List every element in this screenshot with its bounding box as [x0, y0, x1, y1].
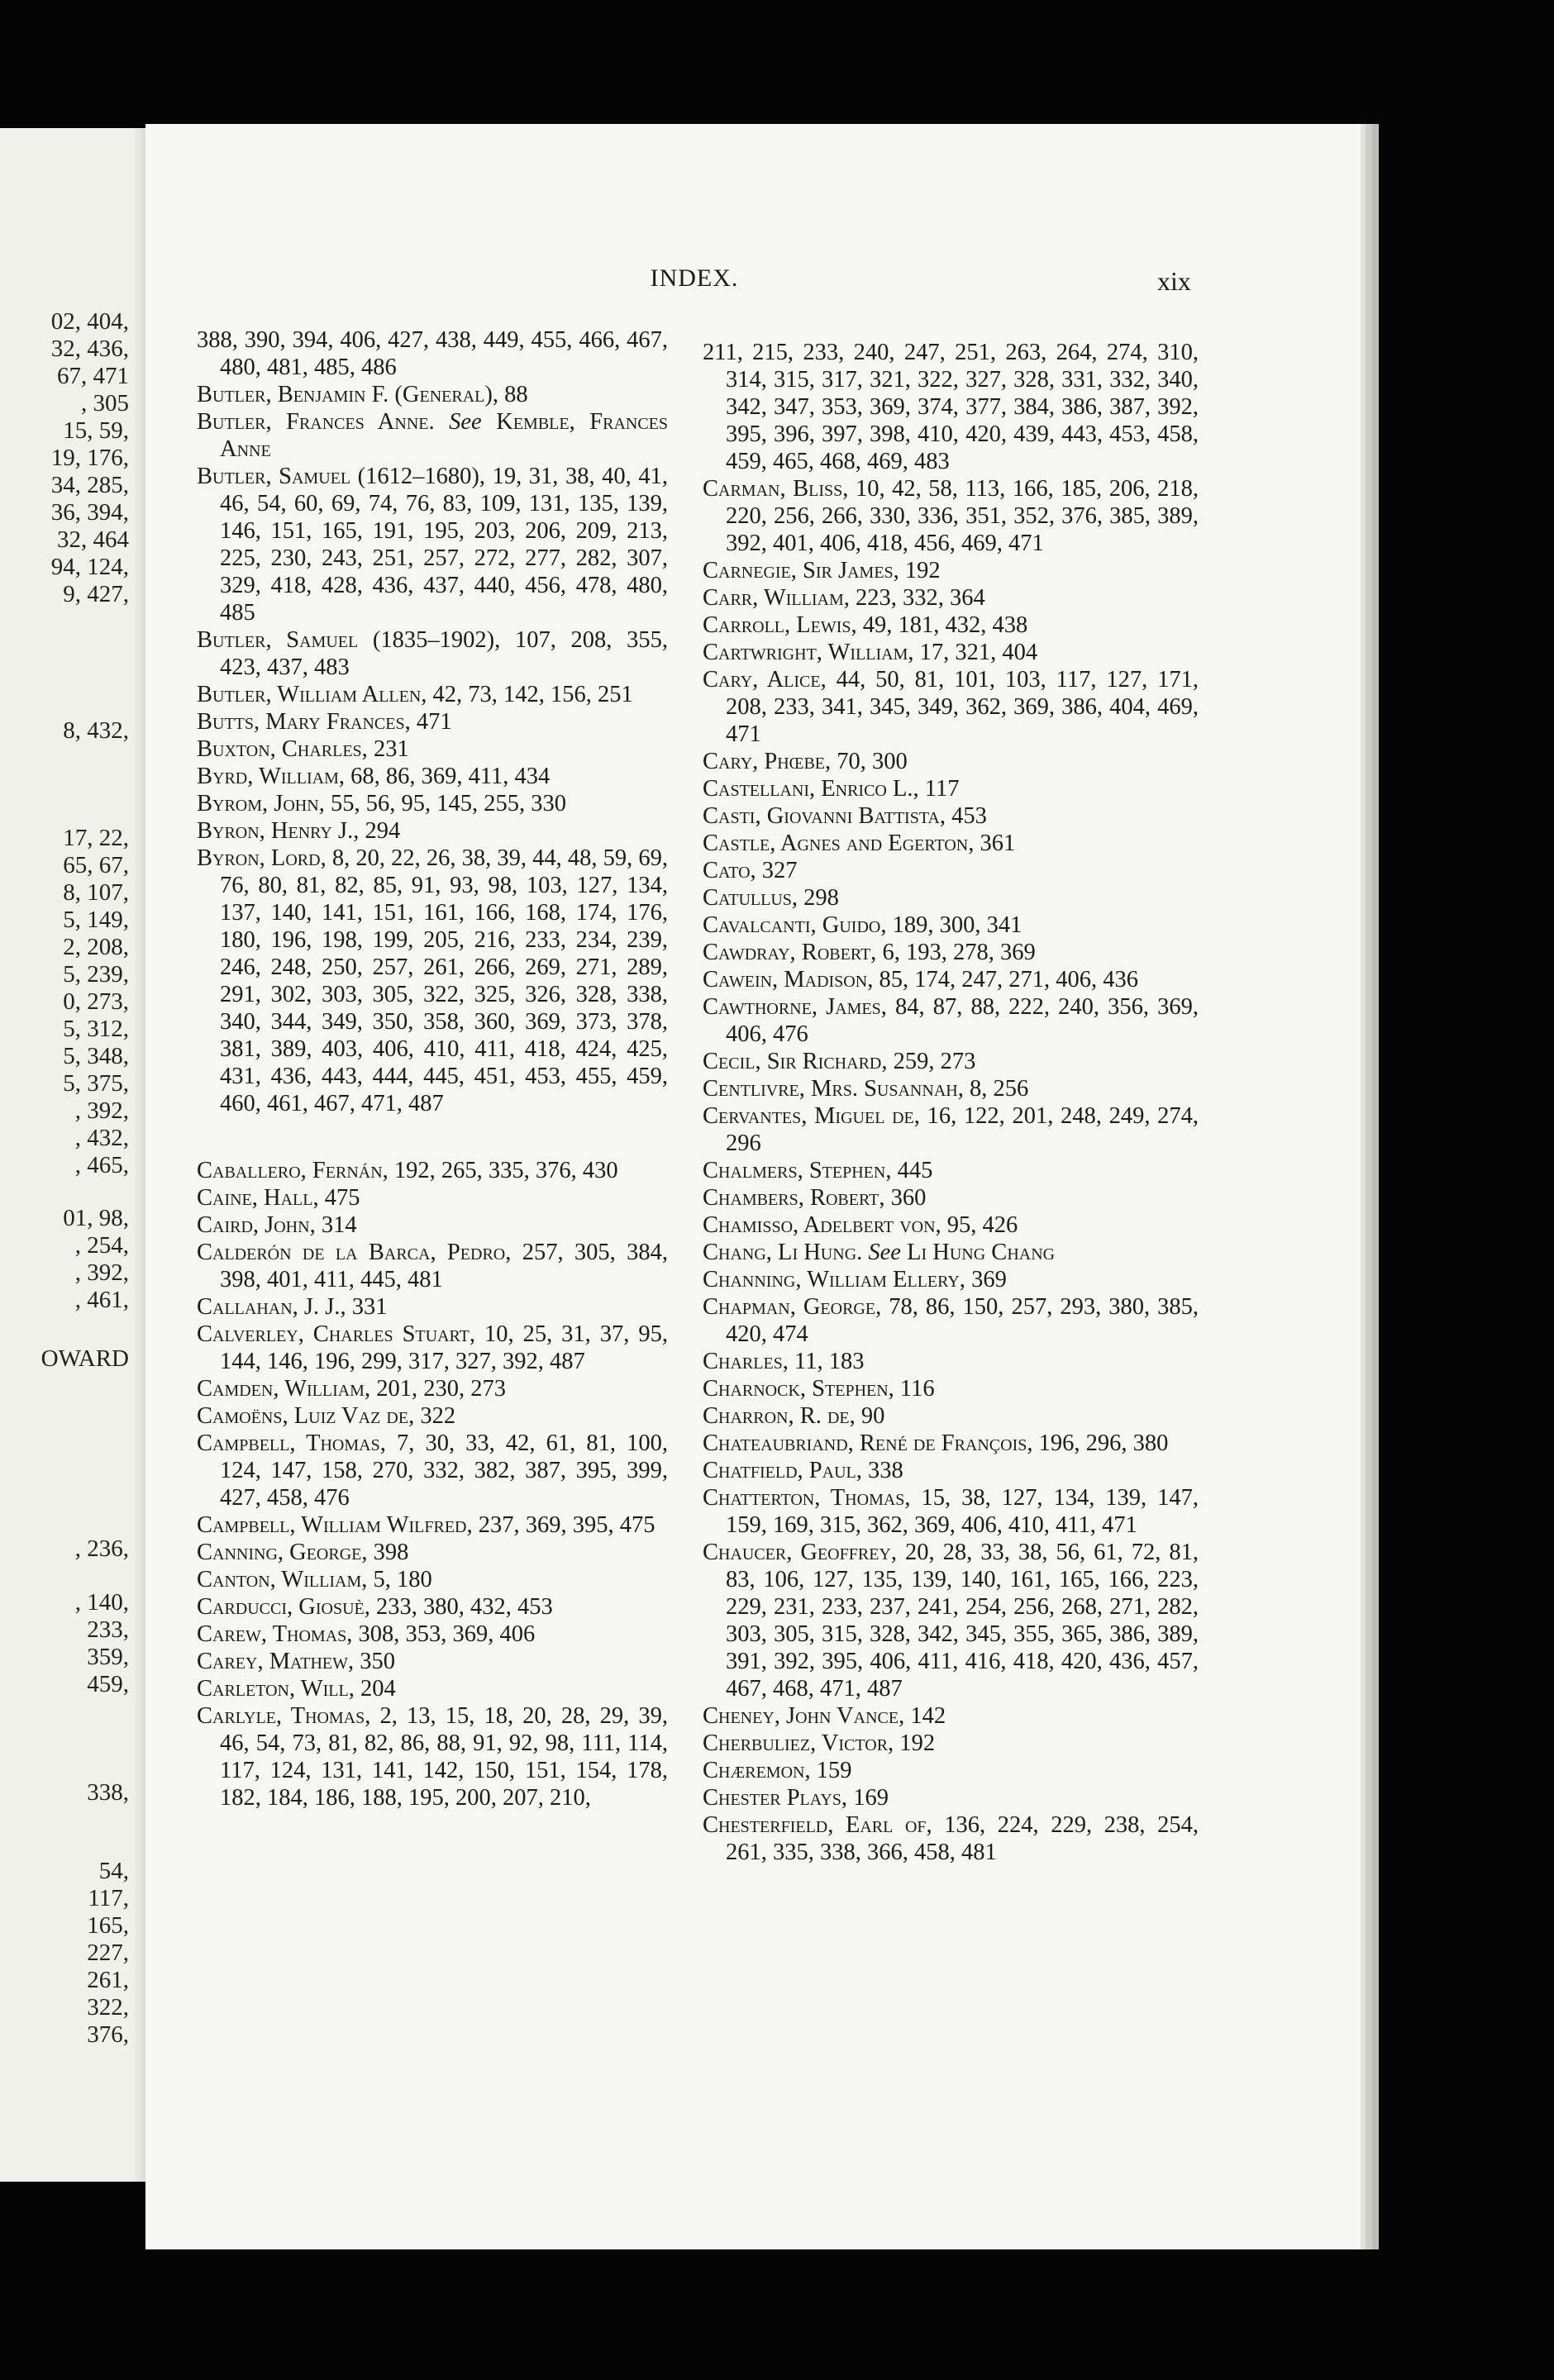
page-references: 8, 256 — [963, 1076, 1029, 1102]
index-entry — [703, 830, 1199, 857]
page-references: 445 — [891, 1158, 933, 1183]
index-entry — [703, 1402, 1199, 1430]
entry-name: Cary, Phœbe, — [703, 749, 832, 774]
left-page-line: 2, 208, — [63, 934, 129, 960]
page-references: 192 — [894, 1730, 936, 1756]
entry-name: Carey, Mathew, — [197, 1649, 355, 1674]
page-references: 223, 332, 364 — [849, 585, 985, 611]
index-entry — [703, 884, 1199, 912]
page-references: 192, 265, 335, 376, 430 — [388, 1158, 618, 1183]
left-page-line: 5, 312, — [63, 1016, 129, 1042]
entry-name: Cherbuliez, Victor, — [703, 1730, 894, 1756]
page-references: 70, 300 — [831, 749, 908, 774]
page-references: 231 — [367, 736, 409, 762]
entry-name: Cecil, Sir Richard, — [703, 1049, 888, 1074]
entry-name: Chambers, Robert, — [703, 1185, 885, 1211]
page-references: 68, 86, 369, 411, 434 — [344, 764, 551, 789]
index-entry — [197, 1566, 668, 1593]
index-entry — [197, 408, 668, 463]
page-references: 259, 273 — [887, 1049, 976, 1074]
entry-name: Butler, Samuel — [197, 464, 351, 489]
index-entry — [197, 735, 668, 763]
index-entry — [703, 1266, 1199, 1293]
page-references: 5, 180 — [367, 1567, 432, 1592]
index-entry — [703, 339, 1199, 475]
index-entry — [703, 966, 1199, 993]
page-references: 10, 25, 31, 37, 95, 144, 146, 196, 299, 317, 327, 392, 487 — [220, 1321, 669, 1374]
entry-name: Butler, Samuel — [197, 627, 359, 653]
index-entry — [703, 1075, 1199, 1102]
entry-name: Chatfield, Paul, — [703, 1458, 862, 1483]
index-entry — [703, 475, 1199, 557]
page-number: xix — [1157, 266, 1191, 296]
page-references: 8, 20, 22, 26, 38, 39, 44, 48, 59, 69, 76, 80, 81, 82, 85, 91, 93, 98, 103, 127, 134, 137, 140, 141, 151, 161, 166, 168, 174, 176, 180, 196, 198, 199, 205, 216, 233, 234, 239, 246, 248, 250, 257, 261, 266, 269, 271, 289, 291, 302, 303, 305, 322, 325, 326, 328, 338, 340, 344, 349, 350, 358, 360, 369, 373, 378, 381, 389, 403, 406, 410, 411, 418, 424, 425, 431, 436, 443, 444, 445, 451, 453, 455, 459, 460, 461, 467, 471, 487 — [220, 845, 668, 1116]
left-page-fragment — [0, 128, 147, 2182]
page-references: 44, 50, 81, 101, 103, 117, 127, 171, 208, 233, 341, 345, 349, 362, 369, 386, 404, 469, 471 — [726, 667, 1199, 747]
index-entry — [197, 463, 668, 626]
left-page-line: 8, 432, — [63, 717, 129, 744]
index-entry — [197, 817, 668, 845]
left-page-line: , 140, — [74, 1589, 129, 1616]
index-entry — [703, 993, 1199, 1048]
entry-name: Caird, John, — [197, 1212, 316, 1238]
entry-name: Carlyle, Thomas, — [197, 1703, 371, 1729]
entry-name: Canning, George, — [197, 1540, 368, 1565]
page-references: 142 — [904, 1703, 946, 1729]
page-references: 10, 42, 58, 113, 166, 185, 206, 218, 220, 256, 266, 330, 336, 351, 352, 376, 385, 389, 392, 401, 406, 418, 456, 469, 471 — [726, 476, 1199, 556]
entry-name: Chalmers, Stephen, — [703, 1158, 892, 1183]
entry-name: Cheney, John Vance, — [703, 1703, 905, 1729]
page-references: 16, 122, 201, 248, 249, 274, 296 — [726, 1103, 1199, 1156]
page-references: 116 — [894, 1376, 935, 1402]
entry-name: Camoëns, Luiz Vaz de, — [197, 1403, 415, 1429]
left-page-line: 322, — [87, 1994, 129, 2021]
page-references: 159 — [810, 1758, 852, 1783]
page-references: 42, 73, 142, 156, 251 — [427, 682, 633, 707]
left-page-line: 54, — [98, 1858, 129, 1884]
entry-name: Cawdray, Robert, — [703, 940, 877, 965]
entry-name: Cawein, Madison, — [703, 967, 874, 992]
page-references: 49, 181, 432, 438 — [856, 612, 1028, 638]
entry-name: Castle, Agnes and Egerton, — [703, 831, 975, 856]
page-references: 117 — [918, 776, 960, 802]
index-entry — [703, 1457, 1199, 1484]
index-entry — [703, 1211, 1199, 1239]
page-references: 15, 38, 127, 134, 139, 147, 159, 169, 315, 362, 369, 406, 410, 411, 471 — [726, 1485, 1199, 1538]
index-entry — [703, 802, 1199, 830]
left-page-line: 01, 98, — [63, 1205, 129, 1231]
cross-reference-target: Li Hung Chang — [907, 1240, 1056, 1265]
entry-name: Cawthorne, James, — [703, 994, 887, 1020]
entry-name: Centlivre, Mrs. Susannah, — [703, 1076, 964, 1102]
index-entry — [703, 1539, 1199, 1702]
left-page-line: , 461, — [74, 1287, 129, 1313]
entry-name: Chateaubriand, René de François, — [703, 1430, 1033, 1456]
entry-name: Cavalcanti, Guido, — [703, 912, 887, 938]
page-references: 453 — [946, 803, 987, 829]
cross-reference-see: See — [449, 409, 482, 435]
page-references: 11, 183 — [788, 1349, 865, 1374]
entry-name: Carroll, Lewis, — [703, 612, 857, 638]
page-references: 17, 321, 404 — [913, 640, 1038, 665]
index-entry — [197, 1211, 668, 1239]
index-entry — [197, 1239, 668, 1293]
page-references: 55, 56, 95, 145, 255, 330 — [324, 791, 566, 816]
left-page-line: 36, 394, — [50, 499, 129, 526]
page-references: 475 — [318, 1185, 360, 1211]
index-entry — [197, 326, 668, 381]
left-page-line: 5, 239, — [63, 961, 129, 988]
index-entry — [197, 381, 668, 408]
index-entry — [197, 1648, 668, 1675]
left-page-line: 94, 124, — [50, 554, 129, 580]
page-references: 369 — [965, 1267, 1007, 1292]
page-references: 7, 30, 33, 42, 61, 81, 100, 124, 147, 158, 270, 332, 382, 387, 395, 399, 427, 458, 476 — [220, 1430, 668, 1511]
index-entry — [703, 857, 1199, 884]
left-page-line: 359, — [87, 1644, 129, 1670]
entry-name: Cervantes, Miguel de, — [703, 1103, 920, 1129]
index-entry — [703, 1430, 1199, 1457]
left-page-line: 17, 22, — [63, 825, 129, 851]
page-references: 338 — [861, 1458, 903, 1483]
page-references: 398 — [367, 1540, 409, 1565]
page-references: 257, 305, 384, 398, 401, 411, 445, 481 — [220, 1240, 669, 1292]
left-page-line: 9, 427, — [63, 581, 129, 607]
index-entry — [197, 1593, 668, 1621]
entry-name: Byrd, William, — [197, 764, 345, 789]
index-entry — [197, 708, 668, 735]
index-entry — [197, 1293, 668, 1321]
entry-name: Carman, Bliss, — [703, 476, 849, 502]
page-references: 78, 86, 150, 257, 293, 380, 385, 420, 474 — [726, 1294, 1199, 1347]
index-entry — [197, 1375, 668, 1402]
index-entry — [197, 763, 668, 790]
page-references: (1612–1680), 19, 31, 38, 40, 41, 46, 54, 60, 69, 74, 76, 83, 109, 131, 135, 139, 146, 151, 165, 191, 195, 203, 206, 209, 213, 225, 230, 243, 251, 257, 272, 277, 282, 307, 329, 418, 428, 436, 437, 440, 456, 478, 480, 485 — [220, 464, 668, 626]
index-entry — [703, 639, 1199, 666]
index-entry — [703, 1811, 1199, 1866]
left-page-line: , 432, — [74, 1125, 129, 1151]
entry-name: Camden, William, — [197, 1376, 371, 1402]
entry-name: Canton, William, — [197, 1567, 368, 1592]
left-page-line: 233, — [87, 1616, 129, 1643]
index-entry — [703, 748, 1199, 775]
entry-name: Chester Plays, — [703, 1785, 848, 1811]
index-entry — [197, 681, 668, 708]
left-page-line: 67, 471 — [57, 363, 129, 389]
page-references: 237, 369, 395, 475 — [472, 1512, 655, 1538]
left-page-line: , 392, — [74, 1097, 129, 1124]
entry-name: Carnegie, Sir James, — [703, 558, 899, 583]
page-references: 327 — [756, 858, 798, 883]
left-page-line: 5, 375, — [63, 1070, 129, 1097]
index-entry — [703, 1784, 1199, 1811]
left-page-line: 5, 348, — [63, 1043, 129, 1069]
left-page-line: , 236, — [74, 1535, 129, 1562]
index-entry — [197, 1511, 668, 1539]
page-references: 308, 353, 369, 406 — [352, 1621, 536, 1647]
entry-name: Chapman, George, — [703, 1294, 882, 1320]
entry-name: Cato, — [703, 858, 756, 883]
page-references: 2, 13, 15, 18, 20, 28, 29, 39, 46, 54, 73, 81, 82, 86, 88, 91, 92, 98, 111, 114, 117, 124, 131, 141, 142, 150, 151, 154, 178, 182, 184, 186, 188, 195, 200, 207, 210, — [220, 1703, 668, 1811]
page-references: 88 — [498, 382, 528, 407]
page-references: 350 — [354, 1649, 396, 1674]
entry-name: Campbell, William Wilfred, — [197, 1512, 473, 1538]
entry-name: Butler, Benjamin F. (General), — [197, 382, 498, 407]
index-entry — [703, 1293, 1199, 1348]
page-references: 85, 174, 247, 271, 406, 436 — [873, 967, 1138, 992]
index-entry — [703, 1184, 1199, 1211]
left-page-line: , 465, — [74, 1152, 129, 1178]
index-entry — [703, 1048, 1199, 1075]
entry-name: Buxton, Charles, — [197, 736, 368, 762]
index-entry — [703, 1239, 1199, 1266]
entry-name: Chamisso, Adelbert von, — [703, 1212, 941, 1238]
entry-name: Carducci, Giosuè, — [197, 1594, 370, 1620]
page-references: 322 — [414, 1403, 456, 1429]
left-page-line: 227, — [87, 1940, 129, 1966]
left-page-line: , 392, — [74, 1259, 129, 1286]
index-column-left — [197, 326, 668, 1811]
left-page-line: 19, 176, — [50, 445, 129, 471]
page-references: (1835–1902), 107, 208, 355, 423, 437, 483 — [220, 627, 668, 680]
index-entry — [197, 1675, 668, 1702]
entry-name: Castellani, Enrico L., — [703, 776, 919, 802]
left-page-line: , 305 — [81, 390, 129, 416]
entry-name: Butts, Mary Frances, — [197, 709, 411, 735]
page-references: 314 — [315, 1212, 357, 1238]
left-page-line: 32, 464 — [57, 526, 129, 553]
index-entry — [703, 1757, 1199, 1784]
entry-name: Cary, Alice, — [703, 667, 827, 693]
index-entry — [703, 666, 1199, 748]
entry-name: Carew, Thomas, — [197, 1621, 353, 1647]
left-page-line: , 254, — [74, 1232, 129, 1259]
cross-reference-target: Kemble, Frances Anne — [220, 409, 669, 462]
page-references: 196, 296, 380 — [1032, 1430, 1169, 1456]
entry-name: Cartwright, William, — [703, 640, 914, 665]
index-entry — [197, 1621, 668, 1648]
page-references: 361 — [974, 831, 1016, 856]
page-references: 136, 224, 229, 238, 254, 261, 335, 338, 366, 458, 481 — [726, 1812, 1199, 1865]
page-references: 201, 230, 273 — [370, 1376, 506, 1402]
entry-name: Caine, Hall, — [197, 1185, 319, 1211]
page-references: 388, 390, 394, 406, 427, 438, 449, 455, 466, 467, 480, 481, 485, 486 — [197, 327, 668, 380]
index-entry — [703, 557, 1199, 584]
index-entry — [197, 626, 668, 681]
entry-name: Charnock, Stephen, — [703, 1376, 894, 1402]
entry-name: Carleton, Will, — [197, 1676, 355, 1702]
page-references: 298 — [798, 885, 839, 911]
index-entry — [703, 912, 1199, 939]
left-page-line: 117, — [88, 1885, 129, 1911]
left-page-line: 338, — [87, 1779, 129, 1806]
entry-name: Carr, William, — [703, 585, 850, 611]
page-references: 189, 300, 341 — [886, 912, 1022, 938]
page-references: 294 — [359, 818, 401, 844]
entry-name: Campbell, Thomas, — [197, 1430, 386, 1456]
entry-name: Channing, William Ellery, — [703, 1267, 965, 1292]
index-entry — [197, 1539, 668, 1566]
page-references: 233, 380, 432, 453 — [369, 1594, 553, 1620]
index-entry — [703, 1102, 1199, 1157]
entry-name: Calverley, Charles Stuart, — [197, 1321, 476, 1347]
index-entry — [197, 1402, 668, 1430]
index-entry — [197, 1430, 668, 1511]
index-entry — [703, 1730, 1199, 1757]
entry-name: Casti, Giovanni Battista, — [703, 803, 946, 829]
running-head: INDEX. — [650, 264, 739, 292]
page-references: 331 — [346, 1294, 388, 1320]
page-references: 90 — [855, 1403, 885, 1429]
left-page-line: 32, 436, — [50, 336, 129, 362]
left-page-line: 15, 59, — [63, 417, 129, 444]
entry-name: Byron, Lord, — [197, 845, 327, 871]
entry-name: Chang, Li Hung. — [703, 1240, 863, 1265]
page-references: 360 — [884, 1185, 927, 1211]
entry-name: Caballero, Fernán, — [197, 1158, 388, 1183]
left-page-line: 261, — [87, 1967, 129, 1993]
page-references: 20, 28, 33, 38, 56, 61, 72, 81, 83, 106, 127, 135, 139, 140, 161, 165, 166, 223, 229, 231, 233, 237, 241, 254, 256, 268, 271, 282, 303, 305, 315, 328, 342, 345, 355, 365, 386, 389, 391, 392, 395, 406, 411, 416, 418, 420, 436, 457, 467, 468, 471, 487 — [726, 1540, 1199, 1702]
index-column-right — [703, 339, 1199, 1866]
index-entry — [703, 1348, 1199, 1375]
entry-name: Callahan, J. J., — [197, 1294, 346, 1320]
index-entry — [703, 1484, 1199, 1539]
page-references: 204 — [354, 1676, 396, 1702]
left-page-line: OWARD — [41, 1345, 129, 1372]
page-references: 211, 215, 233, 240, 247, 251, 263, 264, 274, 310, 314, 315, 317, 321, 322, 327, 328, 331, 332, 340, 342, 347, 353, 369, 374, 377, 384, 386, 387, 392, 395, 396, 397, 398, 410, 420, 439, 443, 453, 458, 459, 465, 468, 469, 483 — [703, 340, 1199, 474]
left-page-line: 165, — [87, 1912, 129, 1939]
index-entry — [197, 1321, 668, 1375]
entry-name: Calderón de la Barca, Pedro, — [197, 1240, 512, 1265]
entry-name: Chatterton, Thomas, — [703, 1485, 911, 1511]
left-page-line: 02, 404, — [50, 308, 129, 335]
left-page-line: 8, 107, — [63, 879, 129, 906]
entry-name: Butler, William Allen, — [197, 682, 427, 707]
entry-name: Charles, — [703, 1349, 789, 1374]
entry-name: Butler, Frances Anne. — [197, 409, 435, 435]
left-page-line: 459, — [87, 1671, 129, 1697]
index-entry — [703, 1157, 1199, 1184]
index-entry — [703, 775, 1199, 802]
index-entry — [197, 845, 668, 1117]
left-page-line: 0, 273, — [63, 988, 129, 1015]
cross-reference-see: See — [868, 1240, 901, 1265]
index-entry — [703, 1375, 1199, 1402]
left-page-line: 65, 67, — [63, 852, 129, 878]
page-references: 6, 193, 278, 369 — [876, 940, 1036, 965]
left-page-line: 34, 285, — [50, 472, 129, 498]
entry-name: Byrom, John, — [197, 791, 325, 816]
entry-name: Chesterfield, Earl of, — [703, 1812, 932, 1838]
index-entry — [703, 1702, 1199, 1730]
index-entry — [703, 612, 1199, 639]
page-references: 84, 87, 88, 222, 240, 356, 369, 406, 476 — [726, 994, 1199, 1047]
page-references: 192 — [899, 558, 941, 583]
entry-name: Byron, Henry J., — [197, 818, 360, 844]
page-references: 471 — [410, 709, 452, 735]
index-entry — [197, 1157, 668, 1184]
left-page-line: 376, — [87, 2021, 129, 2048]
index-entry — [197, 1184, 668, 1211]
page-references: 95, 426 — [941, 1212, 1018, 1238]
left-page-line: 5, 149, — [63, 907, 129, 933]
index-entry — [197, 1702, 668, 1811]
entry-name: Chæremon, — [703, 1758, 811, 1783]
index-entry — [197, 790, 668, 817]
page-references: 169 — [847, 1785, 889, 1811]
index-entry — [703, 939, 1199, 966]
entry-name: Charron, R. de, — [703, 1403, 856, 1429]
entry-name: Chaucer, Geoffrey, — [703, 1540, 897, 1565]
index-entry — [703, 584, 1199, 612]
entry-name: Catullus, — [703, 885, 798, 911]
